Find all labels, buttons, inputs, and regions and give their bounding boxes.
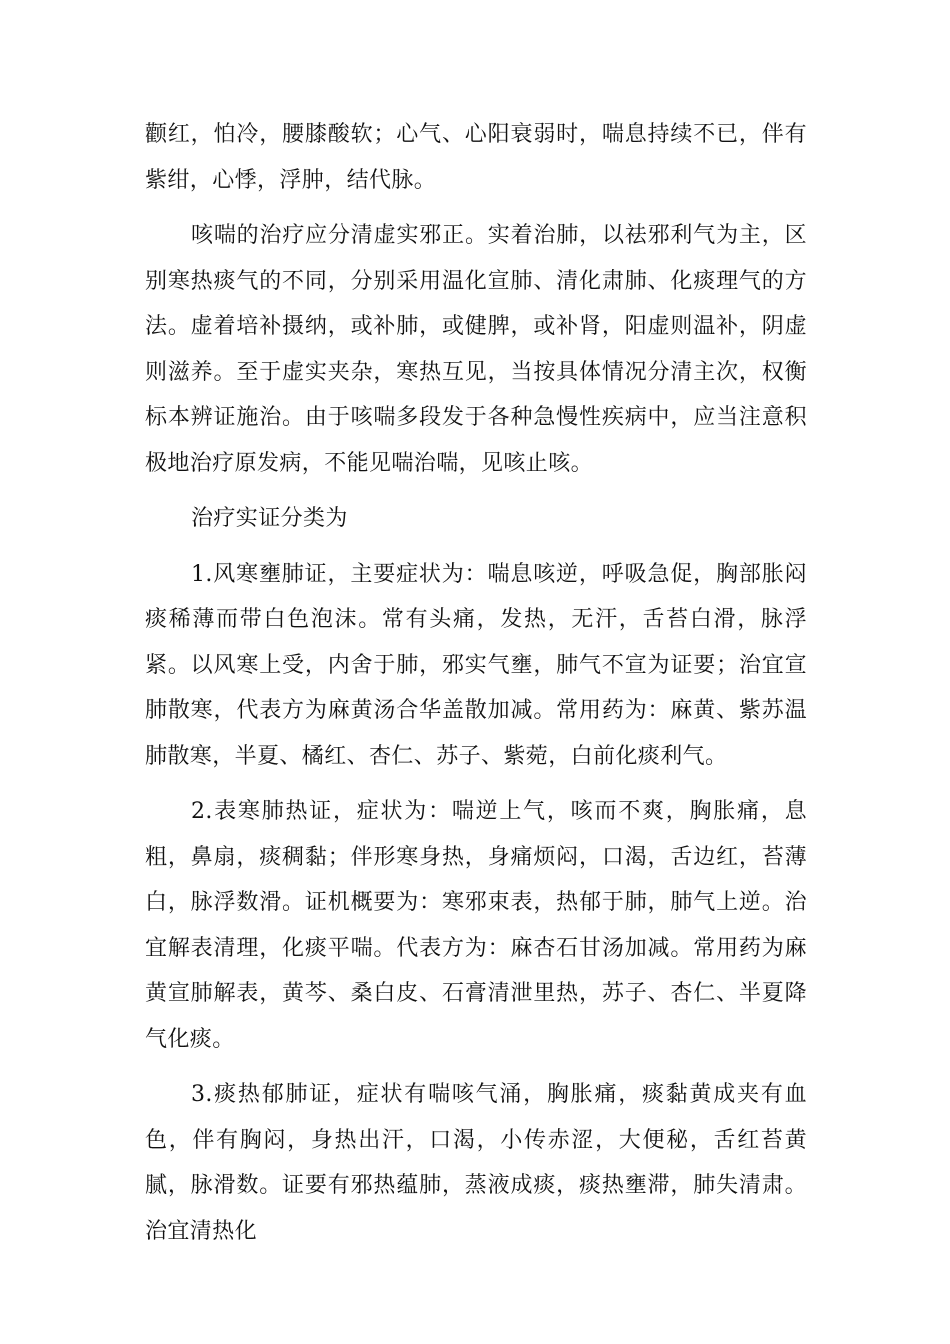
paragraph-classification-heading: 治疗实证分类为 bbox=[191, 506, 348, 531]
paragraph-item-3: 3.痰热郁肺证，症状有喘咳气涌，胸胀痛，痰黏黄成夹有血色，伴有胸闷，身热出汗，口渴，小传赤涩，大便秘，舌红苔黄腻，脉滑数。证要有邪热蕴肺，蒸液成痰，痰热壅滞，肺失清肃。治宜清热化 bbox=[145, 1082, 807, 1244]
document-page bbox=[145, 112, 807, 1264]
paragraph-continuation: 颧红，怕冷，腰膝酸软；心气、心阳衰弱时，喘息持续不已，伴有紫绀，心悸，浮肿，结代脉。 bbox=[145, 122, 807, 193]
paragraph-item-1: 1.风寒壅肺证，主要症状为：喘息咳逆，呼吸急促，胸部胀闷痰稀薄而带白色泡沫。常有头痛，发热，无汗，舌苔白滑，脉浮紧。以风寒上受，内舍于肺，邪实气壅，肺气不宣为证要；治宜宣肺散寒，代表方为麻黄汤合华盖散加减。常用药为：麻黄、紫苏温肺散寒，半夏、橘红、杏仁、苏子、紫菀，白前化痰利气。 bbox=[145, 561, 807, 769]
paragraph-item-2: 2.表寒肺热证，症状为：喘逆上气，咳而不爽，胸胀痛，息粗，鼻扇，痰稠黏；伴形寒身热，身痛烦闷，口渴，舌边红，苔薄白，脉浮数滑。证机概要为：寒邪束表，热郁于肺，肺气上逆。治宜解表清理，化痰平喘。代表方为：麻杏石甘汤加减。常用药为麻黄宣肺解表，黄芩、桑白皮、石膏清泄里热，苏子、杏仁、半夏降气化痰。 bbox=[145, 799, 807, 1052]
paragraph-treatment-principles: 咳喘的治疗应分清虚实邪正。实着治肺，以祛邪利气为主，区别寒热痰气的不同，分别采用温化宣肺、清化肃肺、化痰理气的方法。虚着培补摄纳，或补肺，或健脾，或补肾，阳虚则温补，阴虚则滋养。至于虚实夹杂，寒热互见，当按具体情况分清主次，权衡标本辨证施治。由于咳喘多段发于各种急慢性疾病中，应当注意积极地治疗原发病，不能见喘治喘，见咳止咳。 bbox=[145, 223, 807, 476]
